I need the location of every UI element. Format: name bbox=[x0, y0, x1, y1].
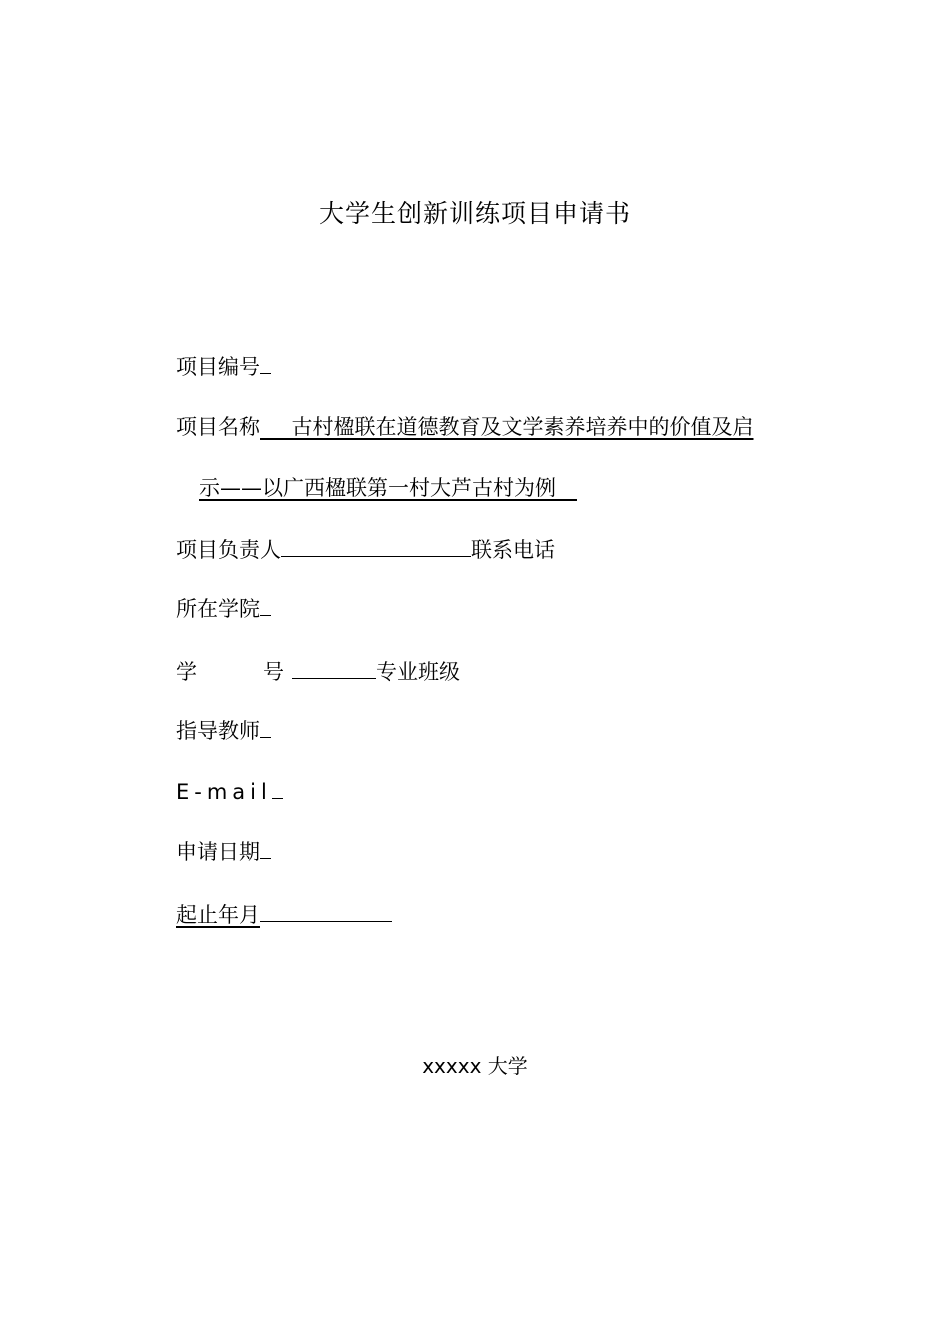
email-blank[interactable] bbox=[272, 778, 283, 799]
college-label: 所在学院 bbox=[176, 597, 260, 621]
college-blank[interactable] bbox=[260, 595, 271, 616]
email-label: E-mail bbox=[176, 780, 272, 804]
apply-date-label: 申请日期 bbox=[176, 840, 260, 864]
major-class-label: 专业班级 bbox=[376, 660, 460, 684]
field-project-name-cont bbox=[199, 474, 577, 502]
project-number-label: 项目编号 bbox=[176, 355, 260, 379]
advisor-blank[interactable] bbox=[260, 717, 271, 738]
project-name-value-line1: 古村楹联在道德教育及文学素养培养中的价值及启 bbox=[291, 415, 754, 439]
field-email bbox=[176, 778, 283, 806]
field-college bbox=[176, 595, 271, 623]
field-advisor bbox=[176, 717, 271, 745]
field-project-leader bbox=[176, 534, 555, 564]
project-leader-blank[interactable] bbox=[281, 534, 471, 557]
student-id-label: 学 号 bbox=[176, 660, 292, 684]
student-id-blank[interactable] bbox=[292, 656, 376, 679]
project-number-blank[interactable] bbox=[260, 353, 271, 374]
university-name: xxxxx 大学 bbox=[422, 1054, 528, 1078]
advisor-label: 指导教师 bbox=[176, 719, 260, 743]
field-project-name bbox=[176, 413, 754, 441]
project-name-label: 项目名称 bbox=[176, 415, 260, 439]
field-project-number bbox=[176, 353, 271, 381]
field-apply-date bbox=[176, 838, 271, 866]
field-period bbox=[176, 899, 392, 929]
project-leader-label: 项目负责人 bbox=[176, 538, 281, 562]
document-title: 大学生创新训练项目申请书 bbox=[318, 199, 631, 228]
field-student-id bbox=[176, 656, 460, 686]
period-blank[interactable] bbox=[260, 899, 392, 922]
apply-date-blank[interactable] bbox=[260, 838, 271, 859]
project-name-value-line2: 示——以广西楹联第一村大芦古村为例 bbox=[199, 476, 556, 500]
phone-label: 联系电话 bbox=[471, 538, 555, 562]
period-label: 起止年月 bbox=[176, 903, 260, 927]
